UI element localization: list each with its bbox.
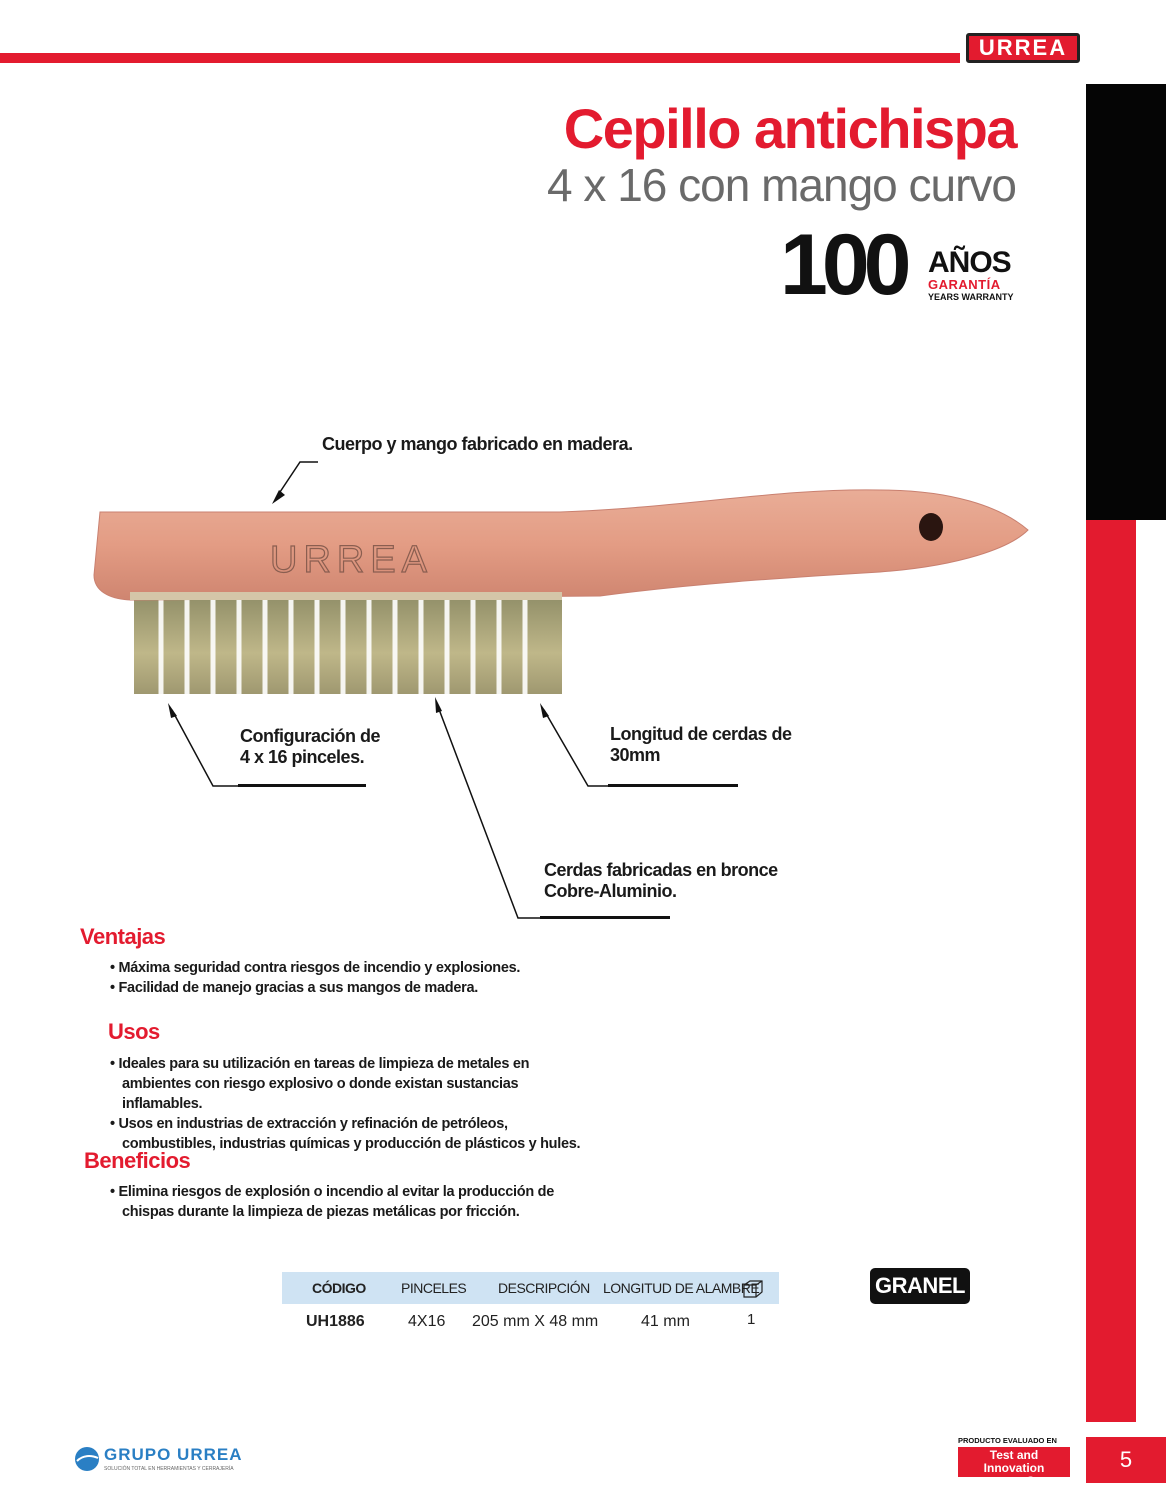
cell-pinceles: 4X16	[408, 1313, 446, 1330]
evaluated-label: PRODUCTO EVALUADO EN	[958, 1436, 1057, 1445]
cell-longitud: 41 mm	[641, 1313, 690, 1330]
cell-codigo: UH1886	[306, 1313, 365, 1330]
callout-config-underline	[238, 784, 366, 787]
bristle-tufts	[134, 592, 562, 694]
warranty-english-label: YEARS WARRANTY	[928, 292, 1014, 302]
usos-list	[110, 1054, 600, 1154]
hang-hole	[919, 513, 943, 541]
callout-material-line2: Cobre-Aluminio.	[544, 881, 677, 901]
ventajas-heading: Ventajas	[80, 924, 166, 949]
usos-heading: Usos	[108, 1019, 160, 1044]
sidebar-red-band	[1086, 520, 1136, 1422]
cell-package-qty: 1	[747, 1311, 756, 1328]
globe-icon	[74, 1446, 100, 1472]
header-pinceles: PINCELES	[401, 1280, 467, 1296]
header-descripcion: DESCRIPCIÓN	[498, 1280, 590, 1296]
callout-config-line2: 4 x 16 pinceles.	[240, 747, 365, 767]
list-item: • Máxima seguridad contra riesgos de incendio y explosiones.	[110, 960, 521, 976]
list-item: • Elimina riesgos de explosión o incendio al evitar la producción de chispas durante la limpieza de piezas metálicas por fricción.	[110, 1184, 554, 1220]
callout-length-underline	[608, 784, 738, 787]
page-number: 5	[1086, 1437, 1166, 1483]
beneficios-heading: Beneficios	[84, 1148, 191, 1173]
urrea-logo: URREA	[966, 33, 1080, 63]
warranty-badge	[780, 217, 1020, 313]
grupo-urrea-logo	[74, 1444, 244, 1476]
badge-line2: Center	[1025, 1474, 1064, 1488]
brush-illustration	[0, 420, 1080, 940]
callout-body: Cuerpo y mango fabricado en madera.	[322, 434, 633, 454]
handle-engraving: URREA	[270, 539, 434, 581]
callout-material	[544, 860, 778, 902]
granel-badge: GRANEL	[870, 1268, 970, 1304]
list-item: • Facilidad de manejo gracias a sus mangos de madera.	[110, 980, 478, 996]
warranty-number: 100	[780, 217, 906, 313]
list-item: • Usos en industrias de extracción y refinación de petróleos, combustibles, industrias químicas y producción de plásticos y hules.	[110, 1116, 581, 1152]
header-longitud: LONGITUD DE ALAMBRE	[603, 1280, 760, 1296]
wood-handle	[94, 490, 1028, 600]
footer-brand: GRUPO URREA	[104, 1445, 243, 1464]
callout-material-line1: Cerdas fabricadas en bronce	[544, 860, 778, 880]
callout-material-underline	[540, 916, 670, 919]
ventajas-list	[110, 958, 600, 998]
callout-config	[240, 726, 380, 768]
page-title: Cepillo antichispa	[563, 97, 1016, 160]
warranty-guarantee-label: GARANTÍA	[928, 277, 1001, 292]
test-innovation-badge	[958, 1447, 1070, 1488]
header-codigo: CÓDIGO	[312, 1280, 366, 1296]
box-icon	[742, 1279, 764, 1299]
callout-length-line2: 30mm	[610, 745, 661, 765]
list-item: • Ideales para su utilización en tareas de limpieza de metales en ambientes con riesgo explosivo o donde existan sustancias inflamables.	[110, 1056, 530, 1112]
callout-config-line1: Configuración de	[240, 726, 380, 746]
header-rule	[0, 53, 960, 63]
footer-tagline: SOLUCIÓN TOTAL EN HERRAMIENTAS Y CERRAJERÍA	[104, 1466, 234, 1472]
cell-descripcion: 205 mm X 48 mm	[472, 1313, 599, 1330]
callout-length-line1: Longitud de cerdas de	[610, 724, 792, 744]
warranty-years-label: AÑOS	[928, 246, 1011, 279]
beneficios-list	[110, 1182, 600, 1222]
badge-line1: Test and Innovation	[983, 1448, 1045, 1475]
page-subtitle: 4 x 16 con mango curvo	[547, 159, 1016, 211]
sidebar-black-band	[1086, 84, 1166, 520]
callout-length	[610, 724, 792, 766]
